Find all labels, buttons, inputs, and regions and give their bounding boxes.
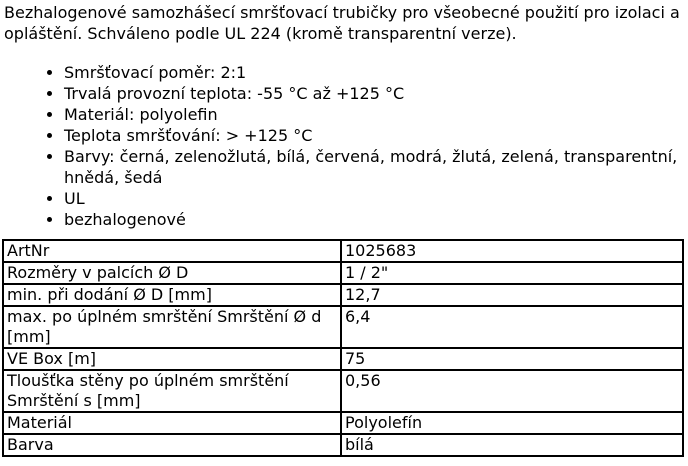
spec-value: bílá [341,434,683,456]
spec-label: Materiál [3,412,341,434]
spec-label: min. při dodání Ø D [mm] [3,284,341,306]
product-datasheet [0,2,688,457]
spec-table [2,239,684,457]
spec-label: Tloušťka stěny po úplném smrštění Smrštění s [mm] [3,370,341,412]
feature-item: • bezhalogenové [64,209,688,230]
feature-item: • Trvalá provozní teplota: -55 °C až +125 °C [64,83,688,104]
table-row [3,306,683,348]
feature-item: • Smršťovací poměr: 2:1 [64,62,688,83]
table-row [3,434,683,456]
feature-item: • Barvy: černá, zelenožlutá, bílá, červená, modrá, žlutá, zelená, transparentní, hnědá, šedá [64,146,688,188]
intro-paragraph: Bezhalogenové samozhášecí smršťovací trubičky pro všeobecné použití pro izolaci a opláštění. Schváleno podle UL 224 (kromě transparentní verze). [4,3,680,43]
feature-list [0,62,688,230]
spec-value: 0,56 [341,370,683,412]
table-row [3,262,683,284]
feature-item: • UL [64,188,688,209]
table-row [3,412,683,434]
spec-label: ArtNr [3,240,341,262]
table-row [3,348,683,370]
feature-item: • Materiál: polyolefin [64,104,688,125]
spec-label: Rozměry v palcích Ø D [3,262,341,284]
spec-value: 75 [341,348,683,370]
table-row [3,240,683,262]
spec-value: 1 / 2" [341,262,683,284]
table-row [3,370,683,412]
spec-label: Barva [3,434,341,456]
spec-label: VE Box [m] [3,348,341,370]
spec-value: 12,7 [341,284,683,306]
feature-item: • Teplota smršťování: > +125 °C [64,125,688,146]
spec-value: Polyolefín [341,412,683,434]
spec-value: 1025683 [341,240,683,262]
table-row [3,284,683,306]
spec-label: max. po úplném smrštění Smrštění Ø d [mm] [3,306,341,348]
spec-value: 6,4 [341,306,683,348]
